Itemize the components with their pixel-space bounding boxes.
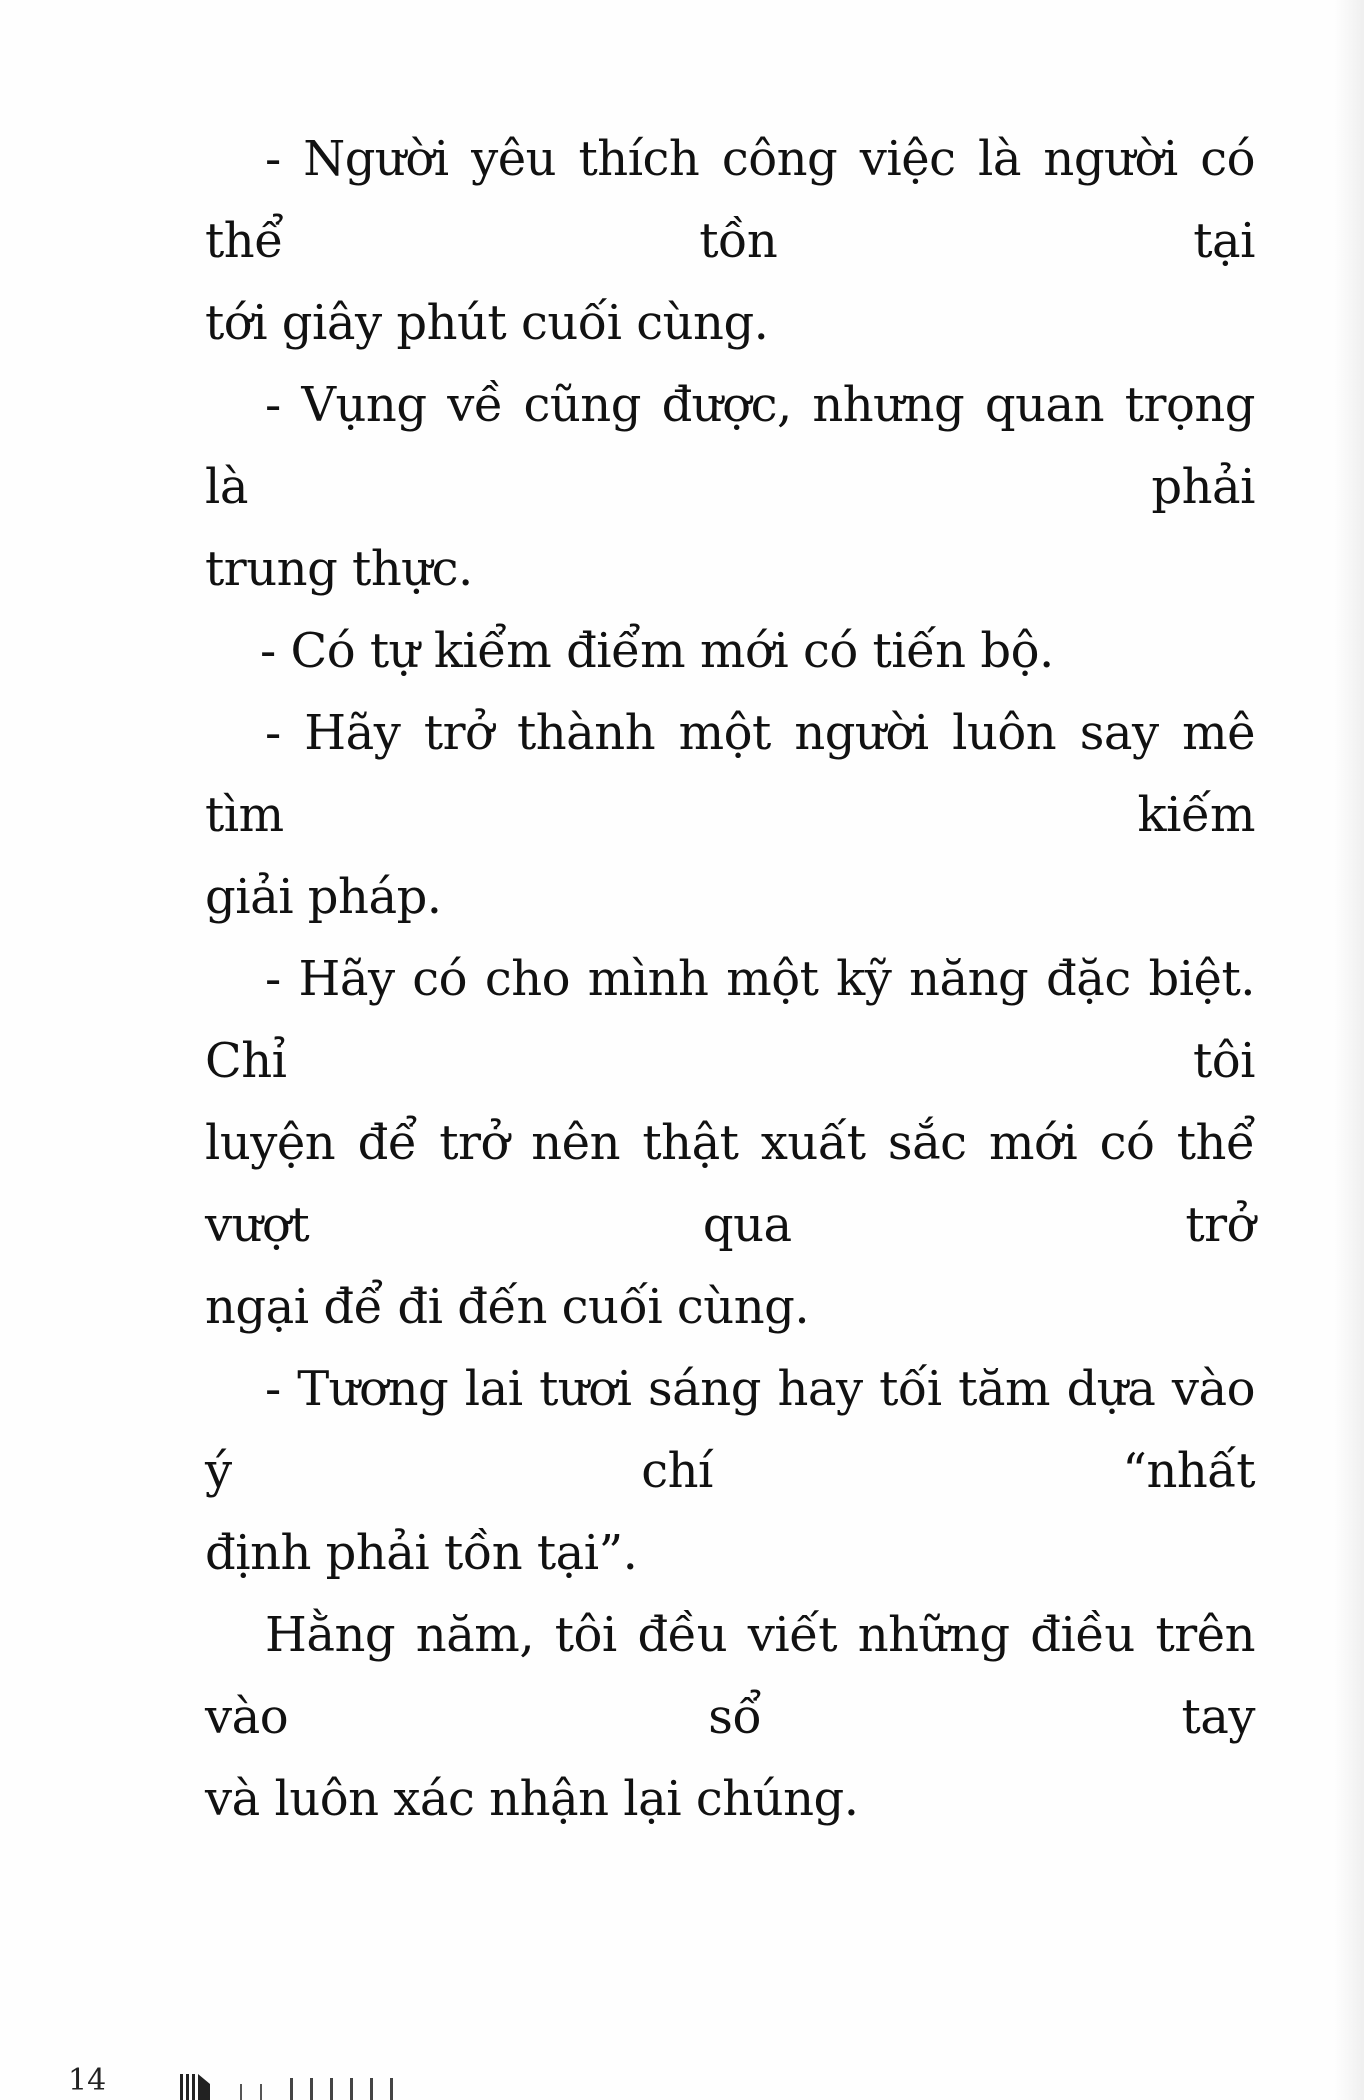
paragraph-line: tới giây phút cuối cùng. xyxy=(205,295,769,351)
paragraph-line: luyện để trở nên thật xuất sắc mới có thể vượt qua trở xyxy=(205,1115,1255,1253)
body-text xyxy=(205,118,1255,1840)
paragraph-line: giải pháp. xyxy=(205,869,442,925)
paragraph-2 xyxy=(205,364,1255,610)
page-edge-shadow xyxy=(1334,0,1364,2100)
paragraph-line: - Hãy trở thành một người luôn say mê tìm kiếm xyxy=(205,705,1255,843)
paragraph-6 xyxy=(205,1348,1255,1594)
paragraph-line: - Có tự kiểm điểm mới có tiến bộ. xyxy=(260,623,1054,679)
paragraph-line: - Người yêu thích công việc là người có thể tồn tại xyxy=(205,131,1255,269)
page-footer xyxy=(30,2050,430,2100)
paragraph-line: - Hãy có cho mình một kỹ năng đặc biệt. Chỉ tôi xyxy=(205,951,1255,1089)
paragraph-line: định phải tồn tại”. xyxy=(205,1525,638,1581)
paragraph-line: - Tương lai tươi sáng hay tối tăm dựa vào ý chí “nhất xyxy=(205,1361,1255,1499)
paragraph-4 xyxy=(205,692,1255,938)
paragraph-line: trung thực. xyxy=(205,541,473,597)
paragraph-1 xyxy=(205,118,1255,364)
paragraph-line: và luôn xác nhận lại chúng. xyxy=(205,1771,859,1827)
footer-ornament-icon xyxy=(180,2072,470,2100)
paragraph-line: - Vụng về cũng được, nhưng quan trọng là phải xyxy=(205,377,1255,515)
paragraph-line: Hằng năm, tôi đều viết những điều trên vào sổ tay xyxy=(205,1607,1255,1745)
paragraph-5 xyxy=(205,938,1255,1348)
page-number: 14 xyxy=(68,2063,107,2098)
paragraph-7 xyxy=(205,1594,1255,1840)
paragraph-line: ngại để đi đến cuối cùng. xyxy=(205,1279,810,1335)
paragraph-3 xyxy=(205,610,1255,692)
